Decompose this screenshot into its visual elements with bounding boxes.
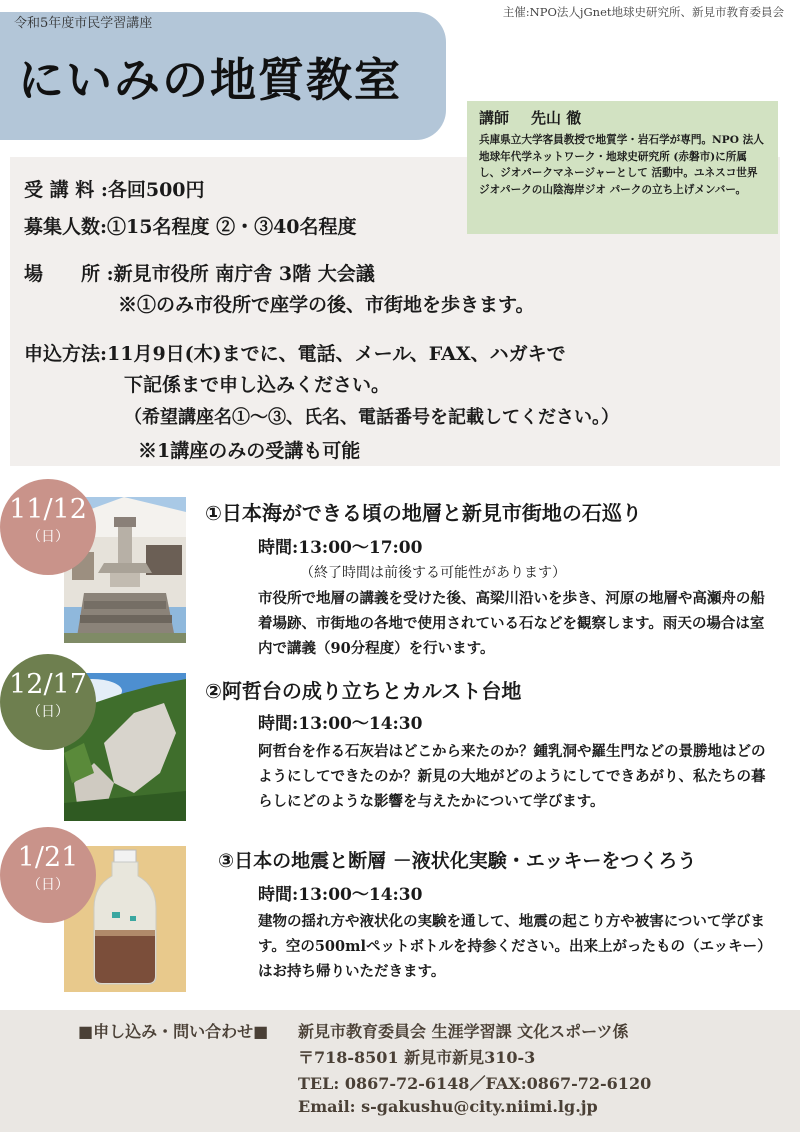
footer-email[interactable]: Email: s-gakushu@city.niimi.lg.jp xyxy=(298,1097,598,1116)
lecturer-name: 先山 徹 xyxy=(531,109,582,127)
course-1-date-badge xyxy=(0,479,96,575)
series-label: 令和5年度市民学習講座 xyxy=(14,16,153,31)
course-1-time: 時間:13:00～17:00 xyxy=(258,538,423,558)
fee-line: 受 講 料 :各回500円 xyxy=(24,179,205,201)
apply-line-4: ※1講座のみの受講も可能 xyxy=(138,440,361,462)
footer-phone: TEL: 0867-72-6148／FAX:0867-72-6120 xyxy=(298,1074,652,1093)
apply-line-2: 下記係まで申し込みください。 xyxy=(124,374,391,396)
page-title: にいみの地質教室 xyxy=(18,53,402,107)
venue-line: 場 所 :新見市役所 南庁舎 3階 大会議 xyxy=(24,263,375,285)
organizer-text: 主催:NPO法人jGnet地球史研究所、新見市教育委員会 xyxy=(502,5,784,19)
course-1-weekday: （日） xyxy=(27,529,69,545)
course-2-time: 時間:13:00～14:30 xyxy=(258,714,423,734)
course-3-weekday: （日） xyxy=(27,877,69,893)
footer-address: 〒718-8501 新見市新見310-3 xyxy=(298,1048,536,1067)
course-3-date-badge xyxy=(0,827,96,923)
course-2-date: 12/17 xyxy=(9,669,87,700)
course-3-desc: 建物の揺れ方や液状化の実験を通して、地震の起こり方や被害について学びます。空の500mlペットボトルを持参ください。出来上がったもの（エッキー）はお持ち帰りいただきます。 xyxy=(258,913,772,980)
course-1-desc: 市役所で地層の講義を受けた後、高梁川沿いを歩き、河原の地層や高瀬舟の船着場跡、市街地の各地で使用されている石などを観察します。雨天の場合は室内で講義（90分程度）を行います。 xyxy=(258,590,765,657)
footer-label: ■申し込み・問い合わせ■ xyxy=(78,1022,269,1041)
apply-line-1: 申込方法:11月9日(木)までに、電話、メール、FAX、ハガキで xyxy=(24,343,566,365)
course-1-date: 11/12 xyxy=(9,494,87,525)
lecturer-bio: 兵庫県立大学客員教授で地質学・岩石学が専門。NPO 法人地球年代学ネットワーク・地球史研究所 (赤磐市)に所属し、ジオパークマネージャーとして 活動中。ユネスコ世界ジオパークの山陰海岸ジオ パークの立ち上げメンバー。 xyxy=(479,134,764,196)
venue-note: ※①のみ市役所で座学の後、市街地を歩きます。 xyxy=(118,294,535,316)
course-2-date-badge xyxy=(0,654,96,750)
course-2-title: ②阿哲台の成り立ちとカルスト台地 xyxy=(205,679,522,703)
course-3-title: ③日本の地震と断層 －液状化実験・エッキーをつくろう xyxy=(218,850,697,872)
course-2-weekday: （日） xyxy=(27,704,69,720)
lecturer-heading xyxy=(479,107,768,128)
course-3-time: 時間:13:00～14:30 xyxy=(258,885,423,905)
course-2-desc: 阿哲台を作る石灰岩はどこから来たのか？鍾乳洞や羅生門などの景勝地はどのようにしてできたのか？新見の大地がどのようにしてできあがり、私たちの暮らしにどのような影響を与えたかについて学びます。 xyxy=(258,743,766,810)
lecturer-box xyxy=(467,101,778,234)
course-1-title: ①日本海ができる頃の地層と新見市街地の石巡り xyxy=(205,501,642,525)
capacity-line: 募集人数:①15名程度 ②・③40名程度 xyxy=(24,216,357,238)
footer-office: 新見市教育委員会 生涯学習課 文化スポーツ係 xyxy=(298,1022,629,1041)
lecturer-label: 講師 xyxy=(479,109,510,127)
apply-line-3: （希望講座名①～③、氏名、電話番号を記載してください。） xyxy=(124,407,619,428)
course-3-date: 1/21 xyxy=(17,842,79,873)
course-1-note: （終了時間は前後する可能性があります） xyxy=(300,565,566,581)
